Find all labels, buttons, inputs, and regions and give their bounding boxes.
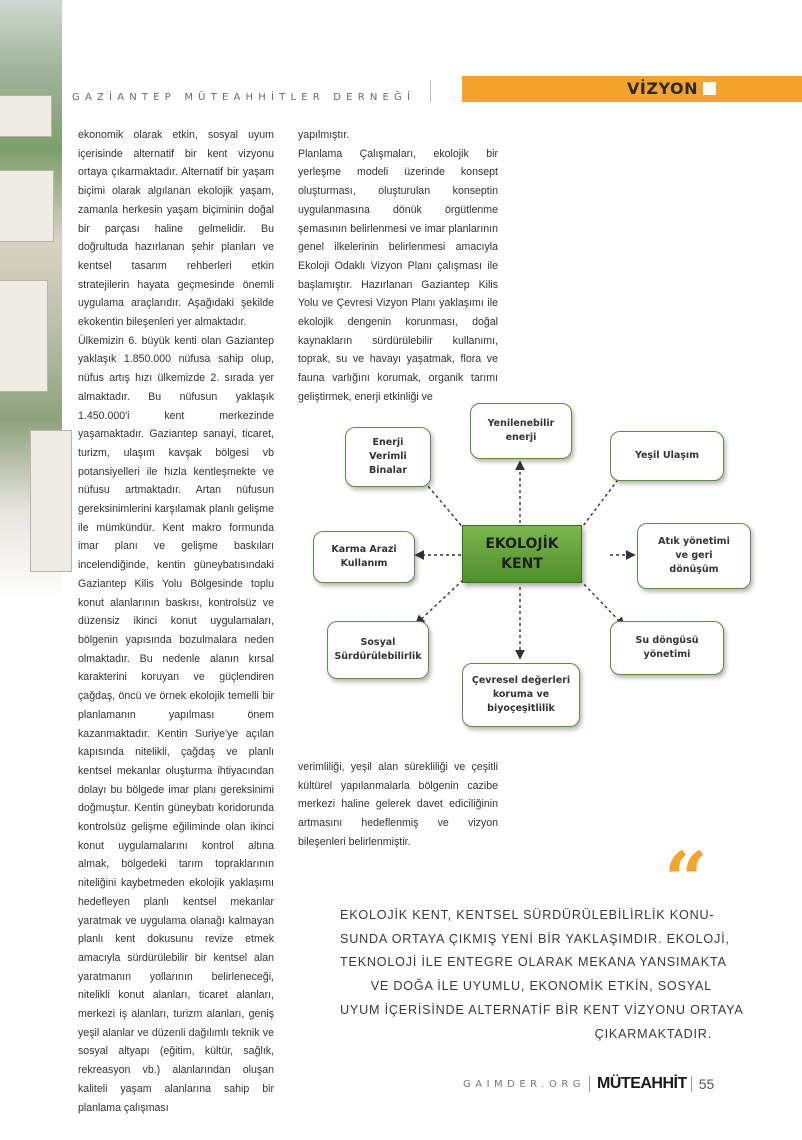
article-column-right-bottom — [298, 758, 498, 858]
section-banner — [462, 76, 802, 102]
node-waste-management — [637, 523, 751, 589]
node-label: Yeşil Ulaşım — [634, 450, 700, 461]
node-water-cycle — [610, 621, 724, 675]
node-energy-efficient-buildings — [345, 427, 431, 487]
center-node-line: KENT — [501, 556, 543, 572]
arrow-bottom-left — [417, 580, 463, 623]
node-renewable-energy — [470, 403, 572, 459]
building-graphic — [0, 280, 48, 392]
node-label: Su döngüsü — [635, 635, 699, 646]
node-green-transport — [610, 431, 724, 481]
node-biodiversity — [462, 663, 580, 727]
pull-quote-line: EKOLOJİK KENT, KENTSEL SÜRDÜRÜLEBİLİRLİK KONU- — [340, 908, 715, 922]
paragraph: Ülkemizin 6. büyük kenti olan Gaziantep yaklaşık 1.850.000 nüfusa sahip olup, nüfus artış hızı ülkemizde 2. sırada yer almaktadır. Bu nüfusun yaklaşık 1.450.000'i kent merkezinde yaşamaktadır. Gaziantep sanayi, ticaret, turizm, ulaşım kavşak bölgesi vb potansiyelleri ile hızla kentleşmekte ve nüfusu artmaktadır. Artan nüfusun gereksinimlerini karşılamak planlı gelişme ile mümkündür. Kent makro formunda imar planı ve gelişme baskıları incelendiğinde, kentin güneybatısındaki Gaziantep Kilis Yolu Bölgesinde toplu konut alanlarının baskısı, kontrolsüz ve düzensiz ikinci konut uygulamaları, bölgenin yapısında bozulmalara neden olmaktadır. Bu nedenle alanın kırsal karakterini koruyan ve güçlendiren çağdaş, öncü ve örnek ekolojik temelli bir planlamanın yapılması önem kazanmaktadır. Kentin Suriye'ye açılan kapısında nitelikli, çağdaş ve planlı kentsel mekanlar oluşturma ihtiyacından dolayı bu bölgede imar planı gereksinimi doğmuştur. Kentin güneybatı koridorunda kontrolsüz gelişme eğiliminde olan ikinci konut uygulamalarını kontrol altına almak, bölgedeki tarım topraklarının niteliğini kaybetmeden ekolojik yaklaşımı hedefleyen planlı kentsel mekanlar yaratmak ve uygulama olanağı kalmayan planlı kent dokusunu revize etmek amacıyla sürdürülebilir bir kentsel alan yaratmanın yollarının belirleneceği, nitelikli konut alanları, ticaret alanları, merkezi iş alanları, turizm alanları, geniş yeşil alanlar ve düzenli dağılımlı teknik ve sosyal altyapı (eğitim, kültür, sağlık, rekreasyon vb.) alanlarından oluşan kaliteli yaşam alanlarına sahip bir planlama çalışması — [78, 334, 274, 1114]
footer-divider — [691, 1076, 692, 1092]
node-label: Atık yönetimi — [658, 536, 730, 547]
node-mixed-land-use — [313, 531, 415, 583]
footer-website: GAIMDER.ORG — [463, 1078, 586, 1090]
square-icon — [703, 82, 716, 95]
pull-quote-line: ÇIKARMAKTADIR. — [594, 1026, 712, 1041]
node-label: yönetimi — [643, 649, 691, 660]
node-label: biyoçeşitlilik — [487, 703, 555, 714]
pull-quote-line: SUNDA ORTAYA ÇIKMIŞ YENİ BİR YAKLAŞIMDIR. EKOLOJİ, — [340, 931, 730, 946]
magazine-logo: MÜTEAHHİT — [597, 1075, 687, 1092]
article-column-left — [78, 126, 274, 1114]
node-label: ve geri — [675, 550, 713, 561]
center-node-line: EKOLOJİK — [485, 536, 559, 552]
page-number: 55 — [698, 1076, 715, 1092]
node-label: Enerji — [372, 437, 404, 448]
node-label: Binalar — [368, 465, 408, 476]
header-divider — [430, 80, 431, 102]
arrow-bottom-right — [580, 580, 623, 625]
page-footer — [463, 1074, 714, 1094]
center-node — [462, 525, 582, 583]
pull-quote — [340, 904, 744, 1046]
association-name: GAZİANTEP MÜTEAHHİTLER DERNEĞİ — [72, 92, 416, 103]
node-social-sustainability — [327, 621, 429, 679]
footer-divider — [589, 1076, 590, 1092]
paragraph: yapılmıştır. — [298, 129, 350, 141]
cover-photo-strip — [0, 0, 62, 600]
building-graphic — [0, 170, 54, 242]
quote-icon: “ — [664, 835, 708, 924]
node-label: enerji — [505, 432, 537, 443]
building-graphic — [30, 430, 72, 572]
pull-quote-line: UYUM İÇERİSİNDE ALTERNATİF BİR KENT VİZYONU ORTAYA — [340, 1002, 744, 1017]
node-label: Verimli — [369, 451, 407, 462]
node-label: Çevresel değerleri — [471, 675, 571, 686]
paragraph: ekonomik olarak etkin, sosyal uyum içerisinde alternatif bir kent vizyonu ortaya çıkarmaktadır. Alternatif bir yaşam biçimi olarak algılanan ekolojik yaşam, zamanla herkesin yaşam biçiminin doğal bir parçası haline gelmelidir. Bu doğrultuda hazırlanan şehir planları ve kentsel tasarım rehberleri etkin stratejilerin hayata geçmesinde önemli uygulama araçlarıdır. Aşağıdaki şekilde ekokentin bileşenleri yer almaktadır. — [78, 129, 274, 329]
paragraph: Planlama Çalışmaları, ekolojik bir yerleşme modeli üzerinde konsept oluşturması, oluşturulan konseptin uygulanmasına dönük örgütlenme şemasının belirlenmesi ve imar planlarının genel ilkelerinin belirlenmesi amacıyla Ekoloji Odaklı Vizyon Planı çalışması ile başlamıştır. Hazırlanan Gaziantep Kilis Yolu ve Çevresi Vizyon Planı yaklaşımı ile ekolojik dengenin korunması, doğal kaynakların sürdürülebilir kullanımı, toprak, su ve havayı yaşatmak, flora ve fauna varlığını korumak, organik tarımı geliştirmek, enerji etkinliği ve — [298, 147, 498, 403]
node-label: Sürdürülebilirlik — [334, 651, 422, 662]
node-label: Kullanım — [340, 558, 388, 569]
article-column-right-top — [298, 126, 498, 403]
node-label: Karma Arazi — [331, 544, 397, 555]
building-graphic — [0, 95, 52, 137]
node-label: Yenilenebilir — [487, 418, 555, 429]
node-label: dönüşüm — [669, 564, 719, 575]
arrow-top-right — [580, 473, 623, 530]
node-label: koruma ve — [492, 689, 550, 700]
node-label: Sosyal — [360, 637, 396, 648]
paragraph: verimliliği, yeşil alan sürekliliği ve çeşitli kültürel yapılanmalarla bölgenin cazibe merkezi haline gelerek davet ediciliğinin artmasını hedeflenmiş ve vizyon bileşenleri belirlenmiştir. — [298, 761, 498, 848]
section-label: VİZYON — [627, 79, 698, 98]
pull-quote-line: TEKNOLOJİ İLE ENTEGRE OLARAK MEKANA YANSIMAKTA — [340, 955, 727, 970]
eco-city-diagram — [305, 395, 765, 740]
pull-quote-line: VE DOĞA İLE UYUMLU, EKONOMİK ETKİN, SOSYAL — [370, 979, 712, 994]
